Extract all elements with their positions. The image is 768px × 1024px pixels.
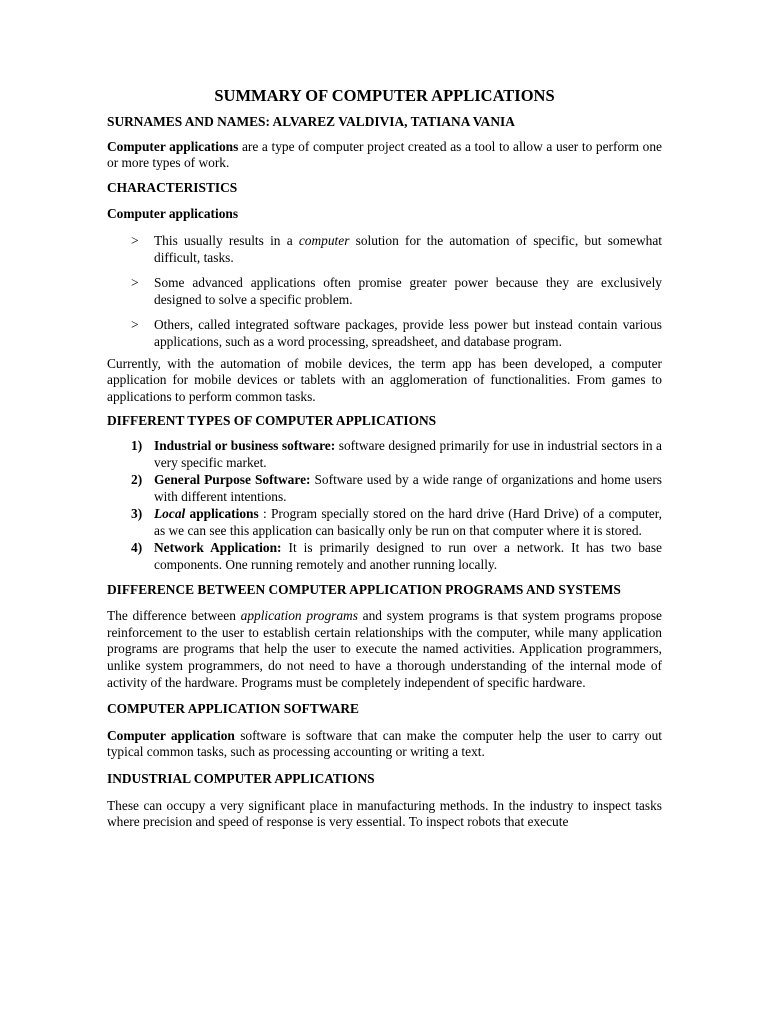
difference-italic: application programs	[240, 608, 358, 624]
difference-text: and system programs is that system programs propose reinforcement to the user to establish certain relationships with the computer, while many application programs are programs that help the user to execute the named activities. Application programmers, unlike system programmers, do not need to have a thorough understanding of the internal mode of activity of the hardware. Programs must be completely independent of specific hardware.	[107, 608, 662, 690]
item-bold: Network Application:	[154, 540, 282, 556]
intro-paragraph	[107, 139, 662, 172]
bullet-item	[107, 275, 662, 308]
item-number: 3)	[131, 506, 143, 522]
item-bold-italic: Local	[154, 506, 186, 522]
bullet-marker: >	[131, 232, 139, 248]
difference-text: The difference between	[107, 608, 241, 624]
item-number: 2)	[131, 472, 143, 488]
characteristics-subheading: Computer applications	[107, 206, 239, 222]
types-heading: DIFFERENT TYPES OF COMPUTER APPLICATIONS	[107, 413, 437, 429]
numbered-item	[107, 540, 662, 573]
bullet-marker: >	[131, 317, 139, 333]
author-line: SURNAMES AND NAMES: ALVAREZ VALDIVIA, TATIANA VANIA	[107, 114, 515, 129]
industrial-paragraph: These can occupy a very significant place in manufacturing methods. In the industry to inspect tasks where precision and speed of response is very essential. To inspect robots that execute	[107, 797, 662, 830]
software-text: software is software that can make the computer help the user to carry out typical common tasks, such as processing accounting or writing a text.	[107, 727, 663, 760]
difference-heading: DIFFERENCE BETWEEN COMPUTER APPLICATION PROGRAMS AND SYSTEMS	[107, 581, 621, 597]
numbered-item	[107, 438, 662, 471]
bullet-marker: >	[131, 275, 139, 291]
document-title: SUMMARY OF COMPUTER APPLICATIONS	[214, 86, 555, 105]
intro-bold: Computer applications	[107, 138, 239, 154]
item-text: : Program specially stored on the hard drive (Hard Drive) of a computer, as we can see this application can basically only be run on that computer where it is stored.	[154, 506, 662, 538]
software-heading: COMPUTER APPLICATION SOFTWARE	[107, 701, 359, 717]
intro-text: are a type of computer project created as a tool to allow a user to perform one or more types of work.	[107, 138, 662, 171]
item-bold: Industrial or business software:	[154, 437, 336, 453]
difference-paragraph	[107, 608, 662, 691]
numbered-item	[107, 506, 662, 539]
bullet-item	[107, 317, 662, 350]
mobile-apps-paragraph: Currently, with the automation of mobile devices, the term app has been developed, a computer application for mobile devices or tablets with an agglomeration of functionalities. From games to applications to perform common tasks.	[107, 355, 662, 404]
item-bold: applications	[185, 506, 259, 522]
bullet-text: Some advanced applications often promise greater power because they are exclusively designed to solve a specific problem.	[154, 275, 662, 307]
characteristics-heading: CHARACTERISTICS	[107, 179, 238, 195]
bullet-text: Others, called integrated software packages, provide less power but instead contain various applications, such as a word processing, spreadsheet, and database program.	[154, 317, 662, 349]
numbered-item	[107, 472, 662, 505]
item-number: 4)	[131, 540, 143, 556]
item-number: 1)	[131, 437, 143, 453]
bullet-italic: computer	[298, 232, 350, 248]
industrial-heading: INDUSTRIAL COMPUTER APPLICATIONS	[107, 771, 375, 786]
item-text: software designed primarily for use in industrial sectors in a very specific market.	[154, 437, 662, 470]
software-paragraph	[107, 728, 662, 761]
bullet-text: This usually results in a	[154, 232, 299, 248]
bullet-item	[107, 233, 662, 266]
software-bold: Computer application	[107, 727, 235, 743]
item-bold: General Purpose Software:	[154, 472, 311, 488]
item-text: It is primarily designed to run over a network. It has two base components. One running remotely and another running locally.	[154, 540, 662, 573]
item-text: Software used by a wide range of organizations and home users with different intentions.	[154, 472, 662, 504]
bullet-text: solution for the automation of specific, but somewhat difficult, tasks.	[154, 232, 662, 265]
document-body	[107, 86, 662, 831]
